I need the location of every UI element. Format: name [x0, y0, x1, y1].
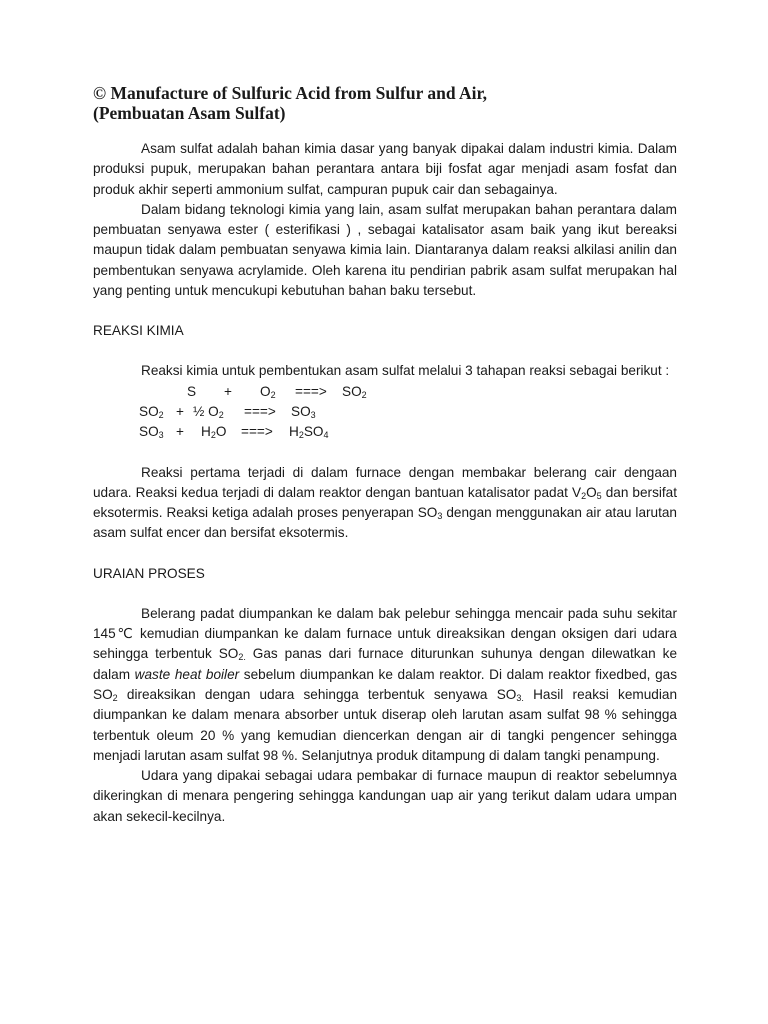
- eq1-plus: +: [224, 383, 232, 399]
- eq2-product: $SO_3$: [291, 403, 316, 420]
- eq3-product: $H_2SO_4$: [289, 424, 329, 441]
- reaksi-intro: Reaksi kimia untuk pembentukan asam sulfat melalui 3 tahapan reaksi sebagai berikut :: [141, 363, 670, 379]
- section-heading-uraian: URAIAN PROSES: [93, 565, 205, 581]
- equation-1: [93, 382, 677, 402]
- eq1-reactant-1: S: [187, 383, 197, 399]
- eq1-reactant-2: $O_2$: [260, 383, 276, 400]
- intro-paragraph-2: Dalam bidang teknologi kimia yang lain, asam sulfat merupakan bahan perantara dalam pembuatan senyawa ester ( esterifikasi ) , sebagai katalisator asam baik yang ikut bereaksi maupun tidak dalam pembuatan senyawa kimia lain. Diantaranya dalam reaksi alkilasi anilin dan pembentukan senyawa acrylamide. Oleh karena itu pendirian pabrik asam sulfat merupakan hal yang penting untuk mencukupi kebutuhan bahan baku tersebut.: [93, 201, 677, 299]
- eq1-arrow: ===>: [295, 383, 327, 399]
- eq3-arrow: ===>: [241, 424, 273, 440]
- uraian-paragraph-1: Belerang padat diumpankan ke dalam bak pelebur sehingga mencair pada suhu sekitar 145℃ kemudian diumpankan ke dalam furnace untuk direaksikan dengan oksigen dari udara sehingga terbentuk $SO_{2.}$ Gas panas dari furnace diturunkan suhunya dengan dilewatkan ke dalam waste heat boiler sebelum diumpankan ke dalam reaktor. Di dalam reaktor fixedbed, gas $SO_2$ direaksikan dengan udara sehingga terbentuk senyawa $SO_{3.}$ Hasil reaksi kemudian diumpankan ke dalam menara absorber untuk diserap oleh larutan asam sulfat 98 % sehingga terbentuk oleum 20 % yang kemudian diencerkan dengan air di tangki pengencer sehingga menjadi larutan asam sulfat 98 %. Selanjutnya produk ditampung di dalam tangki penampung.: [93, 605, 678, 763]
- reaksi-description: Reaksi pertama terjadi di dalam furnace dengan membakar belerang cair dengaan udara. Reaksi kedua terjadi di dalam reaktor dengan bantuan katalisator padat $V_2O_5$ dan bersifat eksotermis. Reaksi ketiga adalah proses penyerapan $SO_3$ dengan menggunakan air atau larutan asam sulfat encer dan bersifat eksotermis.: [93, 464, 678, 541]
- intro-paragraph-1: Asam sulfat adalah bahan kimia dasar yang banyak dipakai dalam industri kimia. Dalam produksi pupuk, merupakan bahan perantara antara biji fosfat agar menjadi asam fosfat dan produk akhir seperti ammonium sulfat, campuran pupuk cair dan sebagainya.: [93, 141, 677, 197]
- eq2-reactant-2: ½ $O_2$: [193, 403, 224, 420]
- document-title: [93, 83, 677, 123]
- eq3-reactant-1: $SO_3$: [139, 424, 164, 441]
- eq2-plus: +: [176, 403, 184, 419]
- equation-3: [93, 422, 677, 442]
- eq3-plus: +: [176, 424, 184, 440]
- reaction-equations: [93, 382, 677, 443]
- section-heading-reaksi: REAKSI KIMIA: [93, 323, 184, 339]
- uraian-paragraph-2: Udara yang dipakai sebagai udara pembakar di furnace maupun di reaktor sebelumnya dikeringkan di menara pengering sehingga kandungan uap air yang terikut dalam udara umpan akan sekecil-kecilnya.: [93, 768, 677, 824]
- equation-2: [93, 402, 677, 422]
- document-page: [93, 83, 677, 827]
- eq1-product: $SO_2$: [342, 383, 367, 400]
- eq3-reactant-2: $H_2O$: [201, 424, 227, 441]
- eq2-arrow: ===>: [244, 403, 276, 419]
- eq2-reactant-1: $SO_2$: [139, 403, 164, 420]
- title-line-2: (Pembuatan Asam Sulfat): [93, 103, 286, 123]
- title-line-1: © Manufacture of Sulfuric Acid from Sulfur and Air,: [93, 83, 488, 103]
